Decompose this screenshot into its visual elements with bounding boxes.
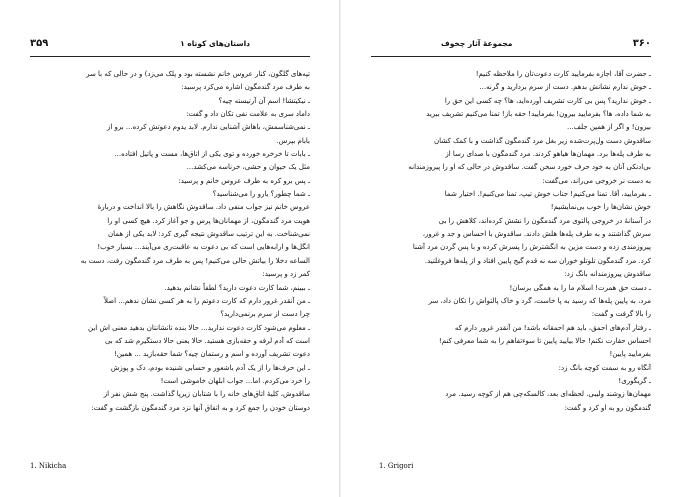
text-line: ـ حضرت آقا، اجازه بفرمایید کارت دعوت‌تان را ملاحظه کنیم!: [475, 70, 651, 78]
left-page-header: [30, 38, 310, 54]
text-line: انگل‌ها و ارابه‌هایی است که بی دعوت به عاقبت‌ری می‌آیند... بسیار خوب!: [97, 243, 310, 252]
text-line: مثل یک حیوان و حشی، خرناسه می‌کشد...: [186, 163, 310, 172]
text-line: آنگاه رو به سمت کوچه بانگ زد:: [558, 363, 651, 372]
text-line: مرد، به پایین پله‌ها که رسید به پا خاست، گرد و خاک پالتواش را تکان داد، سر: [428, 296, 651, 305]
text-line: کرد. مرد گندمگون تلوتلو خوران سه نه قدم گیج پایین افتاد و از پله‌ها فروغلتید.: [424, 256, 651, 265]
text-line: به طرف مرد گندمگون اشاره می‌کرد پرسید:: [181, 83, 310, 92]
text-line: پیروزمندی زده و دست مزین به انگشترش را پسرش کرده و با پس گردن مرد آشنا: [412, 243, 651, 252]
text-line: ـ پس برو کره به طرف عروس خانم و پرسید:: [178, 176, 310, 185]
left-header-rule: [30, 56, 310, 57]
text-line: هویت مرد گندمگون، از مهمانان‌ها پرس و جو آغاز کرد. هیچ کسی او را: [107, 216, 310, 225]
text-line: به دست نر خروجی می‌راند، می‌گفت:: [542, 176, 651, 185]
text-line: ـ شما چطور؟ یارو را می‌شناسید؟: [212, 190, 310, 199]
text-line: دعوت تشریف آورده و اسم و رستمان چیه؟ شما حقه‌بازید ... همین!: [114, 350, 310, 359]
right-running-title: مجموعهٔ آثار چخوف: [441, 39, 513, 48]
text-line: ساقدوش، کلیهٔ اتاق‌های خانه را با شتابان زیرپا گذاشت. پنج شش نفر از: [103, 390, 310, 399]
text-line: سرش گذاشتند و به طرف پله‌ها هلش دادند. ساقدوش با احساس و جد و غرور،: [422, 230, 651, 239]
text-line: را خرد می‌کردم. اما... جواب ابلهان خاموشی است!: [160, 376, 310, 385]
text-line: ـ بابات تا خرخره خورده و توی یکی از اتاق‌ها، مست و پاتیل افتاده...: [114, 150, 310, 159]
text-line: ـ معلوم می‌شود کارت دعوت ندارید... حالا بنده تانشانتان بدهید معنی اش این: [88, 323, 310, 332]
text-line: بابام بپرس.: [276, 136, 310, 145]
right-page-body: [371, 68, 651, 415]
right-header-rule: [371, 56, 651, 57]
text-line: ـ رفتار آدم‌های احمق، باید هم احمقانه باشد! من آنقدر غرور دارم که: [454, 323, 651, 332]
text-line: خوش نشان‌ها را خوب بی‌نمایشیم!: [550, 203, 651, 212]
text-line: بی‌ادنکی آنان به خود حرف خورد سخن گفت. ساقدوش در حالی که او را پیروزمندانه: [408, 163, 651, 172]
text-line: ساقدوش پیروزمندانه بانگ زد:: [564, 270, 651, 279]
text-line: ساقدوش دست ول‌پرت‌شده زیر بغل مرد گندمگون گذاشت و با کمک کشان: [433, 136, 651, 145]
right-page-number: ۳۶۰: [632, 38, 651, 49]
text-line: ـ نیکیتشا! اسم آن آرتیسته چیه؟: [218, 96, 310, 105]
text-line: داماد سری به علامت نفی تکان داد و گفت:: [186, 110, 310, 119]
text-line: بفرمایید پایین!: [609, 350, 651, 359]
left-page: [0, 0, 340, 497]
right-page: [341, 0, 681, 497]
text-line: ـ ببینم، شما کارت دعوت دارید؟ لطفاً نشانم بدهید.: [164, 283, 310, 292]
text-line: چرا دست از سرم برنمی‌دارید؟: [220, 310, 310, 319]
text-line: کمر زد و پرسید:: [262, 270, 310, 279]
right-footnote: 1. Grigori: [379, 462, 414, 470]
left-page-number: ۳۵۹: [30, 38, 49, 49]
right-page-header: [371, 38, 651, 54]
text-line: نمی‌شناخت. به این ترتیب ساقدوش نتیجه گیری کرد: لابد یکی از همان: [108, 230, 310, 239]
text-line: عروس خانم نیز جواب منفی داد. ساقدوش نگاهش را بالا انداخت و دربارهٔ: [97, 203, 310, 212]
text-line: به طرف پله‌ها برد. مهمان‌ها هیاهو کردند. مرد گندمگون با صدای رسا از: [445, 150, 651, 159]
left-page-body: [30, 68, 310, 415]
text-line: ـ نمی‌شناسمش، باهاش آشنایی ندارم. لابد یدوم دعوتش کرده... برو از: [106, 123, 310, 132]
text-line: ـ گریگوری!: [618, 376, 651, 385]
text-line: ـ این حرف‌ها را از یک آدم باشعور و حسابی شنیده بودم، دک و پوزش: [110, 363, 310, 372]
text-line: گندمگون رو به او کرد و گفت:: [564, 403, 651, 412]
text-line: ـ خوش ندارید؟ پس بی کارت تشریف آورده‌اید، ها؟ چه کسی این حق را: [444, 96, 651, 105]
text-line: است که آدم لرفه و حقه‌بازی هستید. حالا یعنی حالا دستگیرم شد که بی: [104, 336, 310, 345]
text-line: بیرون! و اگر از همین جلف...: [567, 123, 651, 132]
text-line: را بالا گرفت و گفت:: [591, 310, 651, 319]
left-footnote: 1. Nikicha: [30, 462, 67, 470]
text-line: ـ من آنقدر غرور دارم که کارت دعوتم را به هر کسی نشان ندهم... اصلاً: [103, 296, 310, 305]
left-running-title: داستان‌های کوتاه ۱: [180, 39, 250, 48]
text-line: ـ خوش ندارم نشانش بدهم. دست از سرم بردارید و گرنه...: [479, 83, 651, 92]
text-line: ـ دست حق همرت! اسلام ما را به همگی برسان!: [509, 283, 651, 292]
text-line: مهمان‌ها زوشند ولیبی. لحظه‌ای بعد، کالسکه‌چی هم از کوچه رسید. مرد: [445, 390, 651, 399]
text-line: تپه‌های گلگون، کنار عروس خانم نشسته بود و پلک می‌زد) و در حالی که با سر: [86, 70, 310, 78]
text-line: ـ بفرمایید، آقا. تمنا می‌کنیم! جناب خوش تیپ، تمنا می‌کنیم!. اختیار شما: [444, 190, 651, 199]
text-line: احساس حقارت نکنم! حالا بیایید پایین تا سوءتفاهم را به شما معرفی کنم!: [438, 336, 651, 345]
text-line: دوستان خودن را جمع کرد و به اتفاق آنها نزد مرد گندمگون بازگشت و گفت:: [91, 403, 310, 412]
text-line: به شما داده، ها؟ بفرمایید بیرون! بفرمایید! حقه باز! تمنا می‌کنیم تشریف ببرید: [426, 110, 651, 119]
text-line: الساعه دخلا را بیاتش حالی می‌کنیم! پس به طرف مرد گندمگون رفت، دست به: [80, 256, 310, 265]
text-line: در آستانهٔ در خروجی پالتوی مرد گندمگون را نشش کرده‌اند، کلاهش را بی: [438, 216, 651, 225]
